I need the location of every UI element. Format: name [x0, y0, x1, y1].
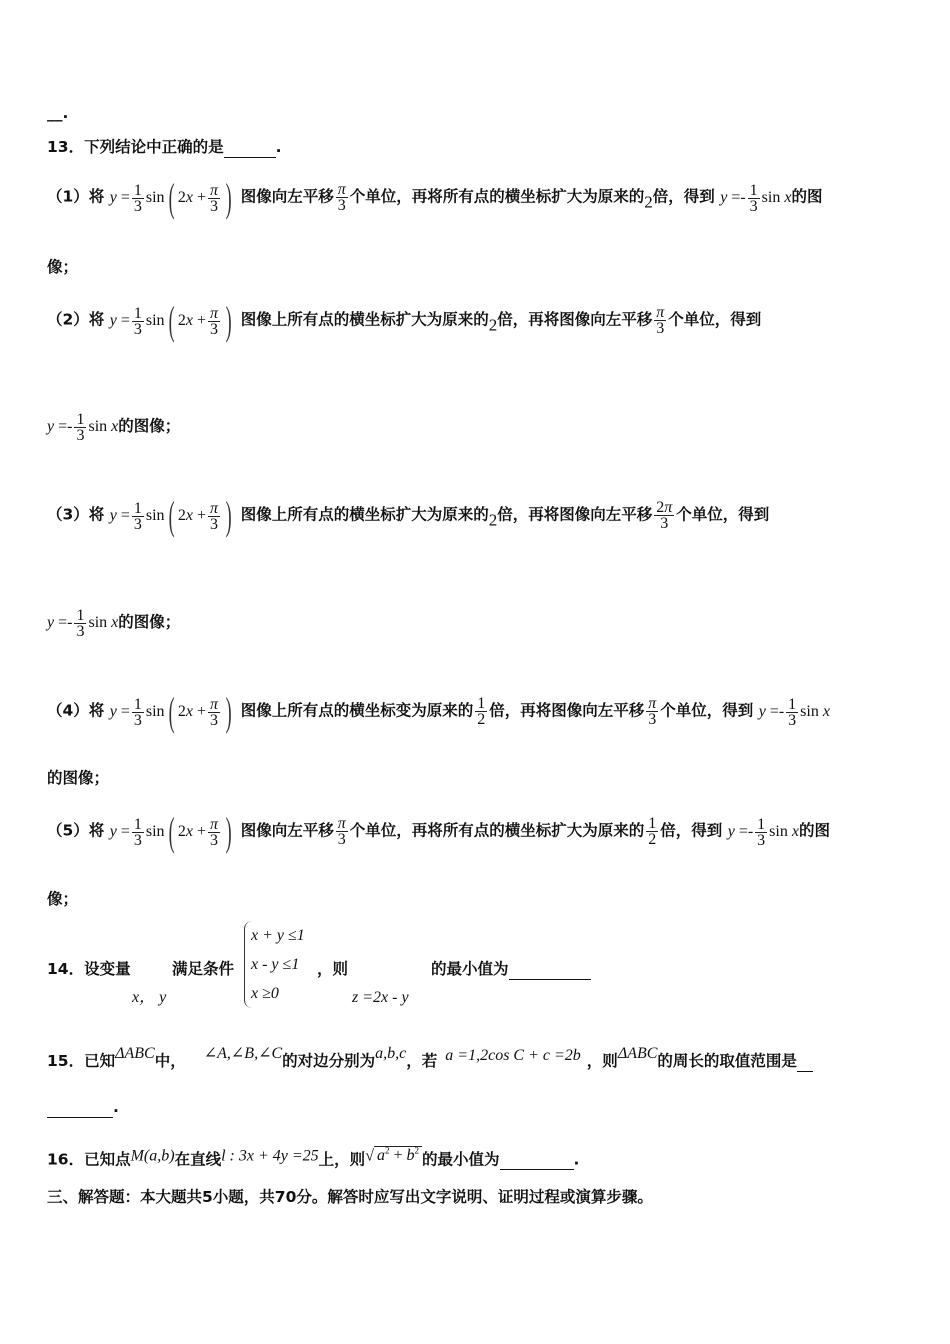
q13-item-3: （3）将 y = $\frac{1}{3}$ sin( 2x + $\frac{\pi}{3}$ ) 图像上所有点的横坐标扩大为原来的2倍，再将图像向左平移 $\frac{2\pi}{3}$ 个单位，得到 — [47, 493, 770, 538]
angles-label: ∠A,∠B,∠C — [203, 1045, 283, 1062]
function-expression: y = $\frac{1}{3}$ sin( 2x + $\frac{\pi}{3}$ ) — [109, 689, 232, 734]
q16-answer-blank[interactable] — [500, 1153, 574, 1170]
item-label: （3）将 — [47, 505, 105, 524]
q13-end: . — [275, 138, 282, 156]
item-label: （1）将 — [47, 187, 105, 206]
factor-value: 2 — [488, 510, 498, 530]
factor-fraction: $\frac{1}{2}$ — [477, 694, 486, 728]
target-expression: y =- $\frac{1}{3}$ sin x — [758, 695, 830, 729]
sqrt-expression: √ $a^2 + b^2$ — [365, 1146, 422, 1164]
factor-value: 2 — [644, 192, 653, 212]
item-label: （5）将 — [47, 821, 105, 840]
q13-item-2: （2）将 y = $\frac{1}{3}$ sin( 2x + $\frac{\pi}{3}$ ) 图像上所有点的横坐标扩大为原来的2倍，再将图像向左平移 $\frac{\pi}{3}$ 个单位，得到 — [47, 298, 762, 343]
target-expression: y =- $\frac{1}{3}$ sin x — [47, 607, 119, 640]
target-expression: y =- $\frac{1}{3}$ sin x — [720, 181, 792, 215]
function-expression: y = $\frac{1}{3}$ sin( 2x + $\frac{\pi}{3}$ ) — [109, 175, 232, 220]
shift-fraction: $\frac{\pi}{3}$ — [337, 814, 346, 848]
q13-item-3-cont: y =- $\frac{1}{3}$ sin x的图像； — [47, 607, 181, 640]
q14-tail: 的最小值为 — [431, 958, 591, 980]
shift-fraction: $\frac{\pi}{3}$ — [648, 694, 657, 728]
q13-stem-text: 下列结论中正确的是 — [84, 138, 224, 156]
q14-number: 14． — [47, 960, 85, 978]
target-expression: y =- $\frac{1}{3}$ sin x — [727, 815, 799, 849]
q14-z: z =2x - y — [352, 989, 409, 1006]
q15-condition: a =1,2cos C + c =2b — [445, 1047, 581, 1064]
function-expression: y = $\frac{1}{3}$ sin( 2x + $\frac{\pi}{3}$ ) — [109, 493, 232, 538]
q14-line: 14．设变量 — [47, 960, 131, 978]
shift-fraction: $\frac{\pi}{3}$ — [656, 303, 665, 337]
target-expression: y =- $\frac{1}{3}$ sin x — [47, 411, 119, 444]
q15-answer-blank[interactable] — [47, 1101, 113, 1118]
q13-item-2-cont: y =- $\frac{1}{3}$ sin x的图像； — [47, 411, 181, 444]
q13-answer-blank[interactable] — [224, 141, 276, 158]
q15-number: 15． — [47, 1052, 85, 1070]
q13-item-5-cont: 像； — [47, 890, 79, 908]
q14-answer-blank[interactable] — [509, 963, 591, 980]
point-label: M(a,b) — [130, 1147, 175, 1165]
shift-fraction: $\frac{2\pi}{3}$ — [656, 498, 673, 532]
factor-value: 2 — [488, 315, 498, 335]
condition-1: x + y ≤1 — [251, 927, 305, 944]
q13-item-4-cont: 的图像； — [47, 769, 110, 787]
q14-then: ，则 — [317, 960, 349, 978]
q13-item-4: （4）将 y = $\frac{1}{3}$ sin( 2x + $\frac{\pi}{3}$ ) 图像上所有点的横坐标变为原来的 $\frac{1}{2}$ 倍，再将图像向左平移 $\frac{\pi}{3}$ 个单位，得到 y =- $\frac{1}{3}$ sin x — [47, 689, 830, 734]
triangle-label: ΔABC — [115, 1045, 155, 1062]
q13-number: 13． — [47, 138, 85, 156]
function-expression: y = $\frac{1}{3}$ sin( 2x + $\frac{\pi}{3}$ ) — [109, 809, 232, 854]
q13-item-5: （5）将 y = $\frac{1}{3}$ sin( 2x + $\frac{\pi}{3}$ ) 图像向左平移 $\frac{\pi}{3}$ 个单位，再将所有点的横坐标扩大为原来的 $\frac{1}{2}$ 倍，得到 y =- $\frac{1}{3}$ sin x的图 — [47, 809, 830, 854]
factor-fraction: $\frac{1}{2}$ — [648, 814, 657, 848]
q13-item-1-cont: 像； — [47, 258, 79, 276]
q13-item-1: （1）将 y = $\frac{1}{3}$ sin( 2x + $\frac{\pi}{3}$ ) 图像向左平移 $\frac{\pi}{3}$ 个单位，再将所有点的横坐标扩大为原来的2倍，得到 y =- $\frac{1}{3}$ sin x的图 — [47, 175, 823, 220]
shift-fraction: $\frac{\pi}{3}$ — [337, 180, 346, 214]
q14-system — [244, 921, 305, 1008]
q15-cont: . — [47, 1096, 119, 1118]
section-3-heading: 三、解答题：本大题共5小题，共70分。解答时应写出文字说明、证明过程或演算步骤。 — [47, 1188, 653, 1206]
function-expression: y = $\frac{1}{3}$ sin( 2x + $\frac{\pi}{3}$ ) — [109, 298, 232, 343]
line-equation: l : 3x + 4y =25 — [221, 1147, 319, 1165]
top-dash: __. — [47, 104, 69, 122]
q14-vars: x， y — [132, 989, 167, 1006]
q15-line: 15．已知ΔABC中， ∠A,∠B,∠C的对边分别为a,b,c，若 a =1,2cos C + c =2b ，则ΔABC的周长的取值范围是 — [47, 1043, 813, 1072]
triangle-label-2: ΔABC — [617, 1045, 658, 1062]
condition-3: x ≥0 — [251, 985, 279, 1002]
q14-condition-label: 满足条件 — [172, 960, 235, 978]
condition-2: x - y ≤1 — [251, 956, 300, 973]
item-label: （2）将 — [47, 310, 105, 329]
q16-line: 16．已知点M(a,b)在直线l : 3x + 4y =25上，则√ $a^2 + b^2$ 的最小值为 . — [47, 1146, 580, 1169]
q16-number: 16． — [47, 1150, 85, 1169]
q13-stem — [47, 136, 281, 158]
item-label: （4）将 — [47, 701, 105, 720]
sides-label: a,b,c — [375, 1045, 407, 1062]
